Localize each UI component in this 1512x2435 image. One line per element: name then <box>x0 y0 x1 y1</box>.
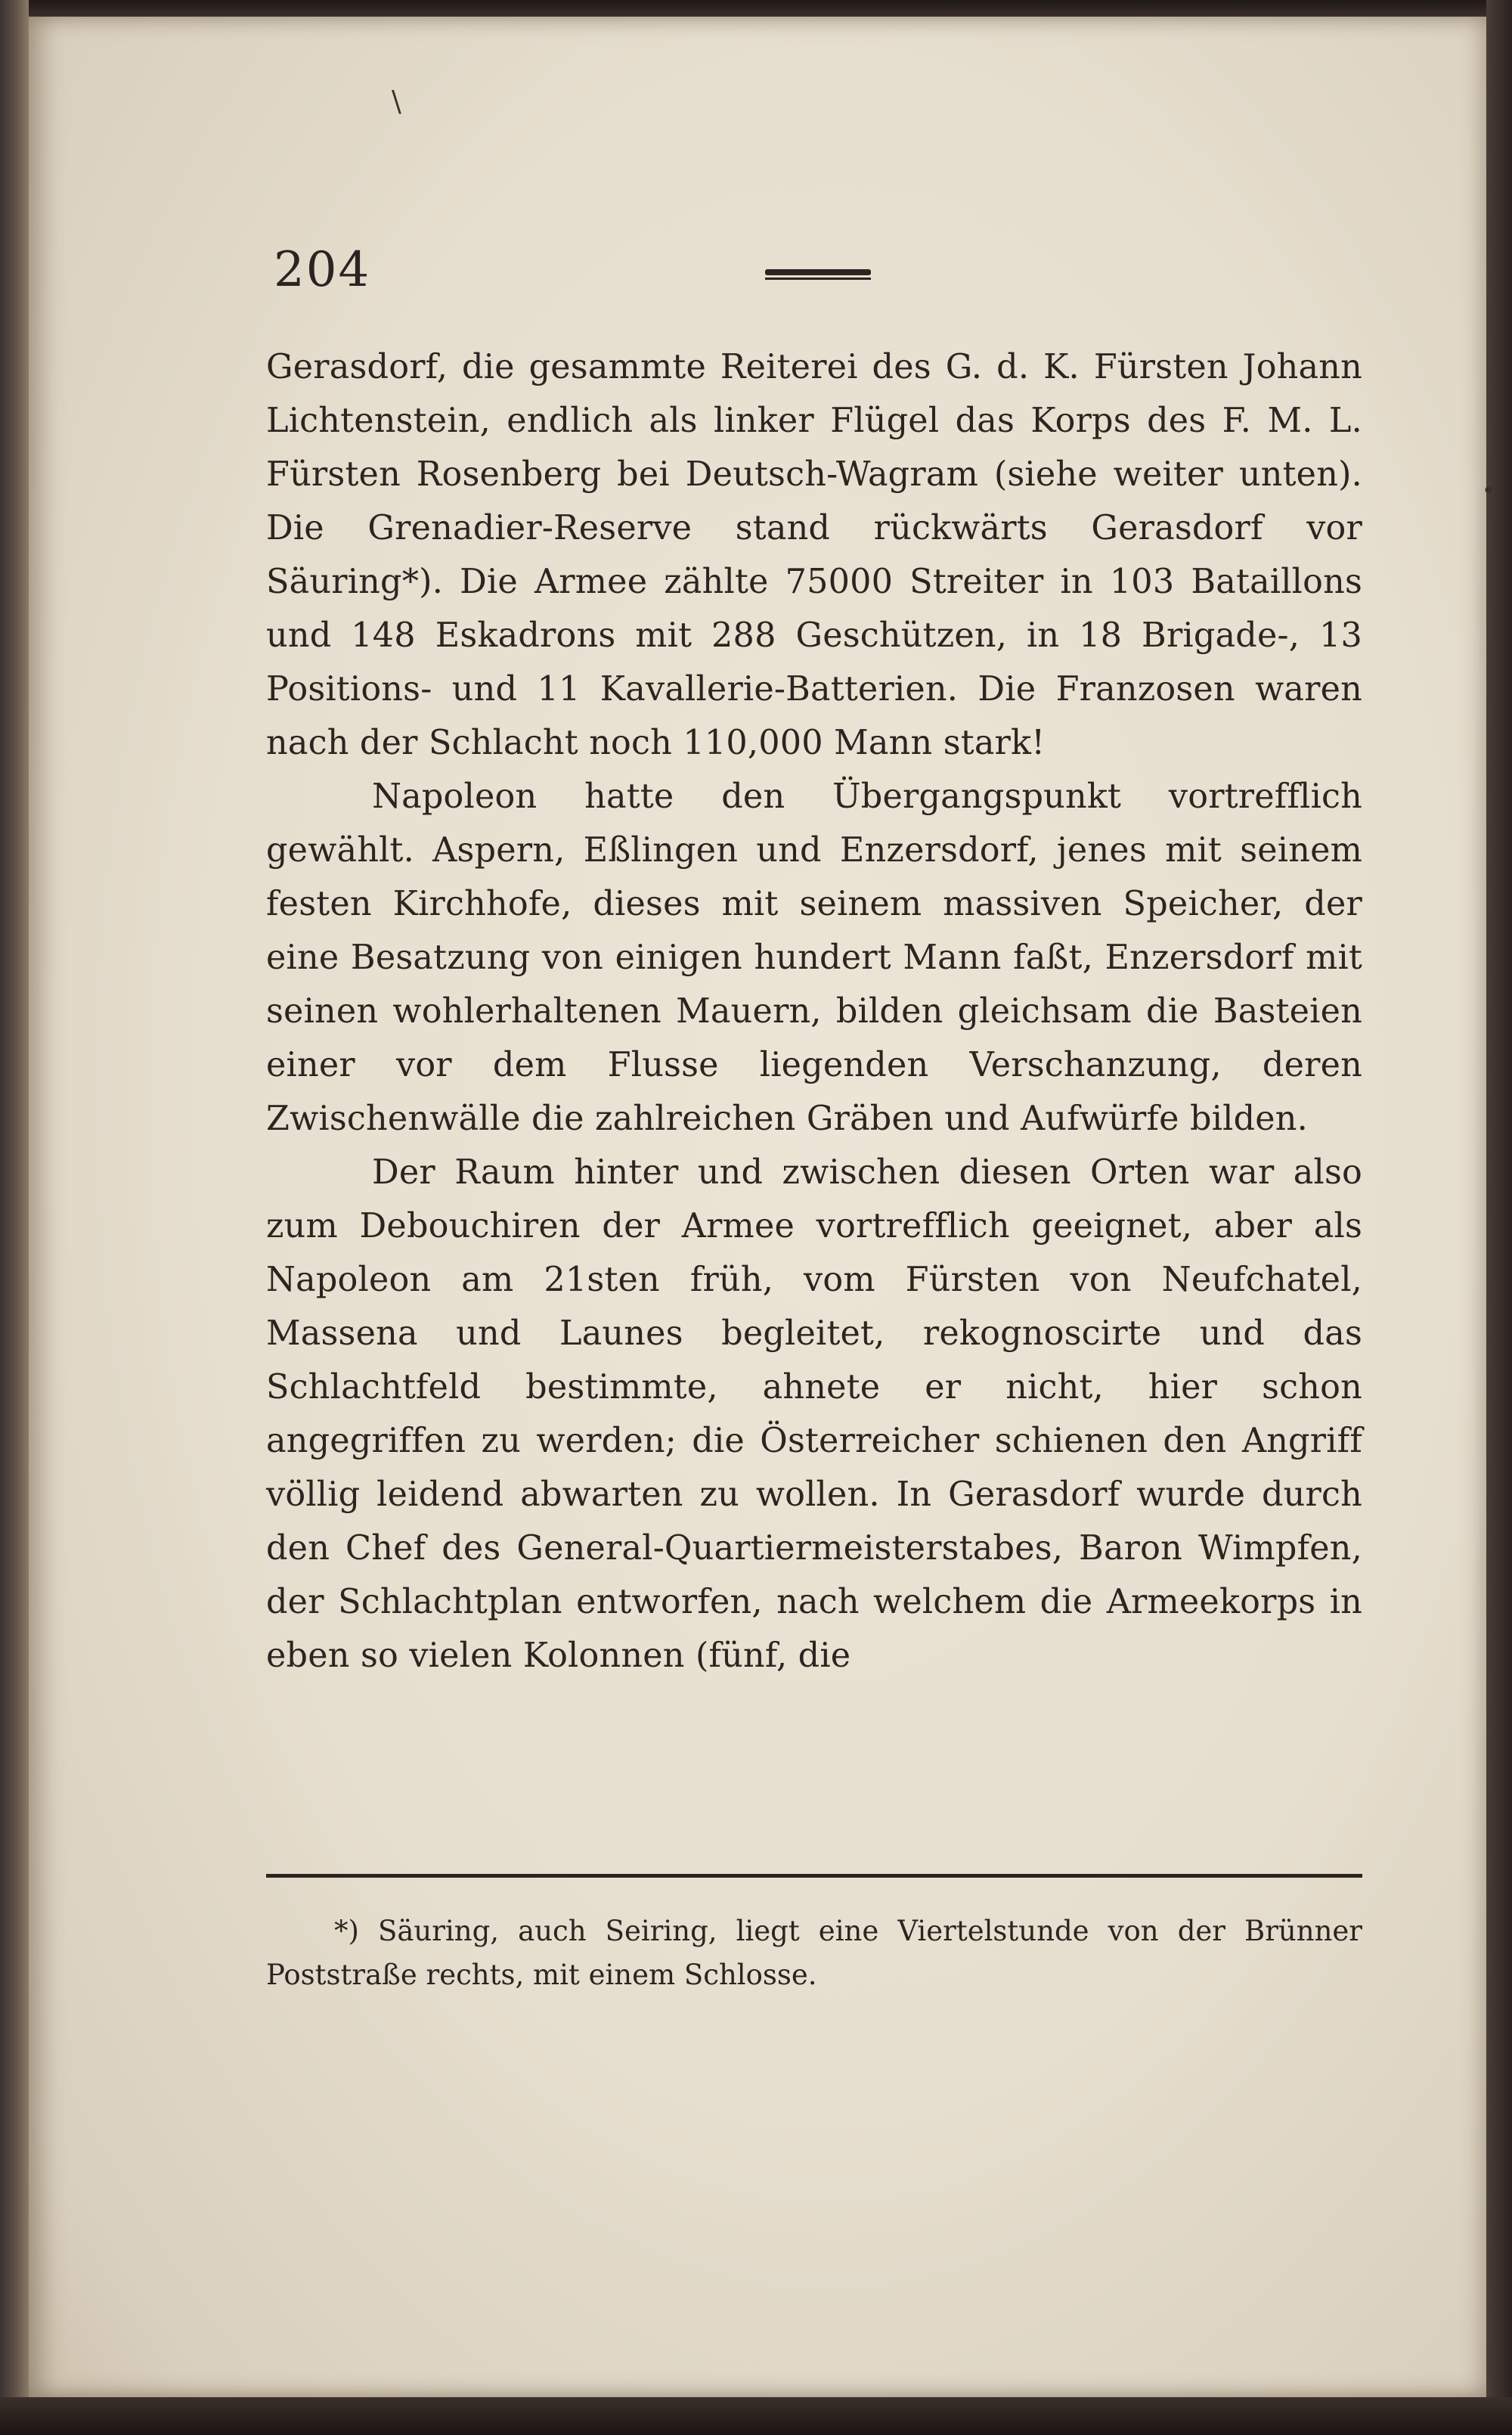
book-cover-bottom-edge <box>0 2397 1512 2435</box>
stray-mark: \ <box>392 85 401 118</box>
body-text <box>266 340 1362 1683</box>
page-content <box>266 227 1362 1683</box>
paragraph-2: Napoleon hatte den Übergangspunkt vortrefflich gewählt. Aspern, Eßlingen und Enzersdorf, jenes mit seinem festen Kirchhofe, dieses mit seinem massiven Speicher, der eine Besatzung von einigen hundert Mann faßt, Enzersdorf mit seinen wohlerhaltenen Mauern, bilden gleichsam die Basteien einer vor dem Flusse liegenden Verschanzung, deren Zwischenwälle die zahlreichen Gräben und Aufwürfe bilden. <box>266 777 1362 1138</box>
book-cover-right-edge <box>1486 0 1512 2435</box>
footnote-rule <box>266 1874 1362 1878</box>
header-rule-thick <box>765 269 871 275</box>
stray-mark: • <box>1482 478 1495 504</box>
book-cover-top-edge <box>0 0 1512 17</box>
paragraph-3: Der Raum hinter und zwischen diesen Orten war also zum Debouchiren der Armee vortrefflich geeignet, aber als Napoleon am 21sten früh, vom Fürsten von Neufchatel, Massena und Launes begleitet, rekognoscirte und das Schlachtfeld bestimmte, ahnete er nicht, hier schon angegriffen zu werden; die Österreicher schienen den Angriff völlig leidend abwarten zu wollen. In Gerasdorf wurde durch den Chef des General-Quartiermeisterstabes, Baron Wimpfen, der Schlachtplan entworfen, nach welchem die Armeekorps in eben so vielen Kolonnen (fünf, die <box>266 1153 1362 1675</box>
page-number: 204 <box>274 242 371 298</box>
paragraph-1: Gerasdorf, die gesammte Reiterei des G. d. K. Fürsten Johann Lichtenstein, endlich als linker Flügel das Korps des F. M. L. Fürsten Rosenberg bei Deutsch-Wagram (siehe weiter unten). Die Grenadier-Reserve stand rückwärts Gerasdorf vor Säuring*). Die Armee zählte 75000 Streiter in 103 Bataillons und 148 Eskadrons mit 288 Geschützen, in 18 Brigade-, 13 Positions- und 11 Kavallerie-Batterien. Die Franzosen waren nach der Schlacht noch 110,000 Mann stark! <box>266 348 1362 762</box>
header-rule-ornament <box>765 269 871 281</box>
footnote: *) Säuring, auch Seiring, liegt eine Viertelstunde von der Brünner Poststraße rechts, mit einem Schlosse. <box>266 1915 1362 1991</box>
book-binding <box>0 0 29 2435</box>
header-rule-thin <box>765 278 871 280</box>
page-header <box>266 227 1362 340</box>
